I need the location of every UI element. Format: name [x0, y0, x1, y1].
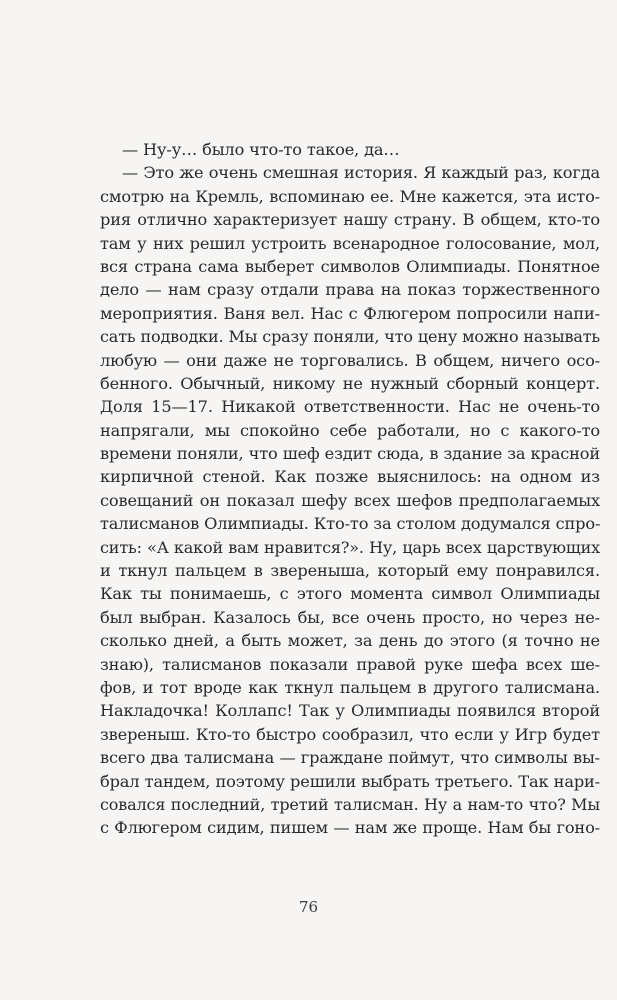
text-line: и ткнул пальцем в звереныша, который ему понравился. — [100, 561, 600, 581]
text-line: мероприятия. Ваня вел. Нас с Флюгером попросили напи- — [100, 303, 600, 323]
text-line: дело — нам сразу отдали права на показ торжественного — [100, 280, 600, 300]
page-number: 76 — [298, 898, 319, 916]
text-line: — Ну-у… было что-то такое, да… — [122, 140, 400, 159]
text-line: времени поняли, что шеф ездит сюда, в здание за красной — [100, 444, 600, 464]
text-line: сить: «А какой вам нравится?». Ну, царь всех царствующих — [100, 537, 600, 557]
text-line: звереныш. Кто-то быстро сообразил, что если у Игр будет — [100, 724, 600, 744]
body-text — [100, 138, 600, 840]
text-line: Как ты понимаешь, с этого момента символ Олимпиады — [100, 584, 600, 604]
text-line: был выбран. Казалось бы, все очень просто, но через не- — [100, 607, 600, 627]
text-line: Доля 15—17. Никакой ответственности. Нас не очень-то — [100, 397, 600, 417]
text-line: сать подводки. Мы сразу поняли, что цену можно называть — [100, 327, 600, 347]
text-line: знаю), талисманов показали правой руке шефа всех ше- — [100, 654, 600, 674]
text-line: совещаний он показал шефу всех шефов предполагаемых — [100, 490, 600, 510]
text-line: бенного. Обычный, никому не нужный сборный концерт. — [100, 373, 600, 393]
text-line: с Флюгером сидим, пишем — нам же проще. Нам бы гоно- — [100, 818, 600, 838]
text-line: фов, и тот вроде как ткнул пальцем в другого талисмана. — [100, 677, 600, 697]
text-line: рия отлично характеризует нашу страну. В общем, кто-то — [100, 210, 600, 230]
text-line: — Это же очень смешная история. Я каждый раз, когда — [122, 163, 600, 183]
text-line: вся страна сама выберет символов Олимпиады. Понятное — [100, 256, 600, 276]
text-line: талисманов Олимпиады. Кто-то за столом додумался спро- — [100, 514, 601, 534]
text-line: совался последний, третий талисман. Ну а нам-то что? Мы — [100, 794, 600, 814]
text-line: Накладочка! Коллапс! Так у Олимпиады появился второй — [100, 701, 600, 721]
text-line: там у них решил устроить всенародное голосование, мол, — [100, 233, 600, 253]
text-line: любую — они даже не торговались. В общем, ничего осо- — [100, 350, 600, 370]
text-line: смотрю на Кремль, вспоминаю ее. Мне кажется, эта исто- — [100, 186, 600, 206]
text-line: всего два талисмана — граждане поймут, что символы вы- — [100, 748, 600, 768]
text-line: брал тандем, поэтому решили выбрать третьего. Так нари- — [100, 771, 600, 791]
text-line: кирпичной стеной. Как позже выяснилось: на одном из — [100, 467, 600, 487]
text-line: сколько дней, а быть может, за день до этого (я точно не — [100, 631, 600, 651]
text-line: напрягали, мы спокойно себе работали, но с какого-то — [100, 420, 600, 440]
